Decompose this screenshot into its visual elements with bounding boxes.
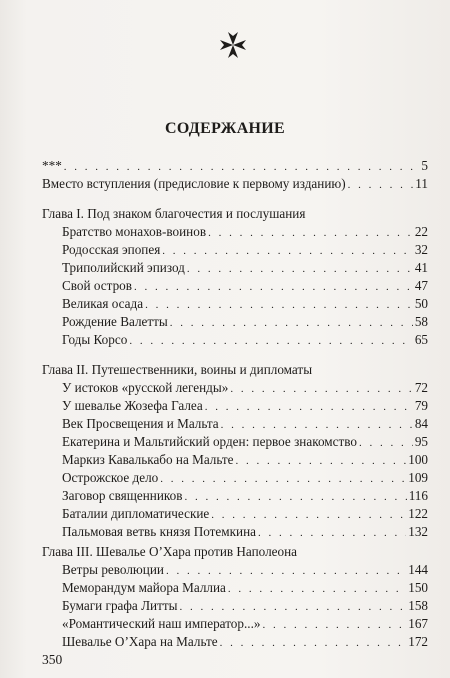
toc-entry-page: 167 bbox=[408, 616, 428, 631]
toc-entry bbox=[62, 296, 428, 312]
toc-entry-title: Острожское дело bbox=[62, 470, 159, 485]
toc-entry bbox=[62, 224, 428, 240]
leader-dots bbox=[64, 159, 420, 175]
toc-entry bbox=[42, 158, 428, 174]
leader-dots bbox=[211, 507, 406, 523]
leader-dots bbox=[220, 635, 407, 651]
toc-entry bbox=[62, 488, 428, 504]
toc-entry-page: 58 bbox=[414, 314, 428, 329]
toc-entry-title: Великая осада bbox=[62, 296, 144, 311]
leader-dots bbox=[258, 525, 406, 541]
toc-entry bbox=[62, 260, 428, 276]
leader-dots bbox=[187, 261, 413, 277]
toc-entry bbox=[62, 470, 428, 486]
toc-entry-title: У истоков «русской легенды» bbox=[62, 380, 229, 395]
toc-entry-title: Век Просвещения и Мальта bbox=[62, 416, 219, 431]
leader-dots bbox=[170, 315, 413, 331]
toc-entry-title: Годы Корсо bbox=[62, 332, 128, 347]
toc-entry-title: Маркиз Кавалькабо на Мальте bbox=[62, 452, 234, 467]
toc-entry bbox=[62, 278, 428, 294]
toc-entry bbox=[62, 398, 428, 414]
toc-entry-page: 50 bbox=[414, 296, 428, 311]
toc-entry-page: 79 bbox=[414, 398, 428, 413]
toc-entry bbox=[62, 416, 428, 432]
toc-entry-title: Братство монахов-воинов bbox=[62, 224, 207, 239]
leader-dots bbox=[348, 177, 414, 193]
toc-entry bbox=[62, 524, 428, 540]
leader-dots bbox=[145, 297, 413, 313]
toc-entry bbox=[62, 598, 428, 614]
toc-entry-page: 95 bbox=[414, 434, 428, 449]
toc-entry-page: 5 bbox=[421, 158, 428, 173]
leader-dots bbox=[221, 417, 413, 433]
leader-dots bbox=[160, 471, 406, 487]
toc-entry-title: Рождение Валетты bbox=[62, 314, 168, 329]
toc-entry-page: 41 bbox=[414, 260, 428, 275]
toc-entry-page: 150 bbox=[408, 580, 428, 595]
leader-dots bbox=[262, 617, 406, 633]
toc-entry bbox=[62, 434, 428, 450]
toc-entry bbox=[62, 380, 428, 396]
leader-dots bbox=[208, 225, 413, 241]
toc-entry bbox=[62, 616, 428, 632]
toc-entry-page: 11 bbox=[415, 176, 428, 191]
chapter-heading: Глава II. Путешественники, воины и дипломаты bbox=[42, 362, 313, 377]
leader-dots bbox=[230, 381, 412, 397]
leader-dots bbox=[359, 435, 413, 451]
toc-entry-title: Ветры революции bbox=[62, 562, 164, 577]
leader-dots bbox=[205, 399, 413, 415]
toc-entry-title: Меморандум майора Маллиа bbox=[62, 580, 226, 595]
toc-entry bbox=[62, 634, 428, 650]
leader-dots bbox=[166, 563, 406, 579]
toc-entry-page: 22 bbox=[414, 224, 428, 239]
toc-entry-title: Пальмовая ветвь князя Потемкина bbox=[62, 524, 256, 539]
toc-entry-page: 84 bbox=[414, 416, 428, 431]
toc-entry-page: 144 bbox=[408, 562, 428, 577]
toc-entry bbox=[62, 562, 428, 578]
toc-entry-title: Родосская эпопея bbox=[62, 242, 161, 257]
toc-entry bbox=[62, 506, 428, 522]
toc-entry-title: Бумаги графа Литты bbox=[62, 598, 178, 613]
leader-dots bbox=[162, 243, 413, 259]
toc-entry-page: 132 bbox=[408, 524, 428, 539]
leader-dots bbox=[129, 333, 412, 349]
toc-entry-page: 47 bbox=[414, 278, 428, 293]
page-number: 350 bbox=[42, 652, 63, 667]
toc-entry-page: 116 bbox=[408, 488, 428, 503]
toc-entry-title: Екатерина и Мальтийский орден: первое знакомство bbox=[62, 434, 357, 449]
toc-entry-title: Шевалье О’Хара на Мальте bbox=[62, 634, 218, 649]
toc-entry-page: 72 bbox=[414, 380, 428, 395]
toc-entry-page: 100 bbox=[408, 452, 428, 467]
page-title: СОДЕРЖАНИЕ bbox=[164, 120, 286, 137]
toc-entry-title: У шевалье Жозефа Галеа bbox=[62, 398, 203, 413]
leader-dots bbox=[228, 581, 406, 597]
toc-entry-page: 65 bbox=[414, 332, 428, 347]
toc-entry bbox=[62, 314, 428, 330]
toc-entry-title: *** bbox=[42, 158, 62, 173]
toc-entry-title: Триполийский эпизод bbox=[62, 260, 185, 275]
toc-entry-page: 122 bbox=[408, 506, 428, 521]
toc-entry bbox=[62, 332, 428, 348]
toc-entry-page: 172 bbox=[408, 634, 428, 649]
toc-entry-title: Заговор священников bbox=[62, 488, 183, 503]
leader-dots bbox=[179, 599, 406, 615]
leader-dots bbox=[236, 453, 407, 469]
toc-entry bbox=[62, 452, 428, 468]
leader-dots bbox=[184, 489, 406, 505]
toc-entry-page: 32 bbox=[414, 242, 428, 257]
toc-entry-title: Баталии дипломатические bbox=[62, 506, 210, 521]
toc-entry bbox=[62, 242, 428, 258]
toc-entry-title: Вместо вступления (предисловие к первому изданию) bbox=[42, 176, 346, 191]
toc-entry-title: «Романтический наш император...» bbox=[62, 616, 261, 631]
leader-dots bbox=[134, 279, 413, 295]
toc-entry-page: 158 bbox=[408, 598, 428, 613]
chapter-heading: Глава I. Под знаком благочестия и послушания bbox=[42, 206, 306, 221]
toc-entry-title: Свой остров bbox=[62, 278, 132, 293]
toc-entry-page: 109 bbox=[408, 470, 428, 485]
toc-entry bbox=[62, 580, 428, 596]
chapter-heading: Глава III. Шевалье О’Хара против Наполеона bbox=[42, 544, 298, 559]
toc-entry bbox=[42, 176, 428, 192]
